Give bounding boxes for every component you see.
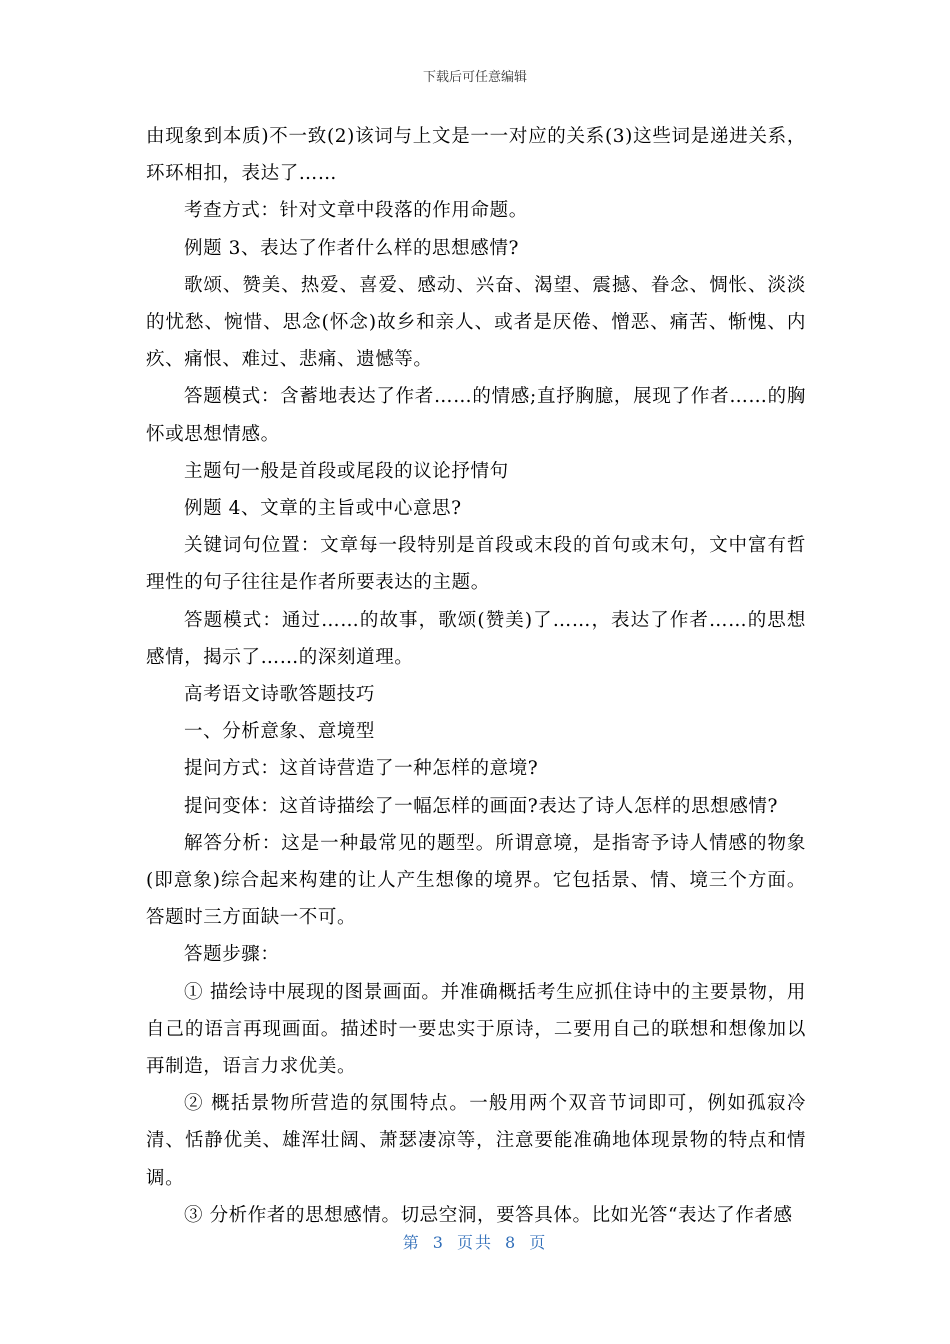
subsection-heading: 一、分析意象、意境型 (184, 721, 376, 743)
footer-prefix: 第 (402, 1233, 421, 1252)
paragraph: 考查方式：针对文章中段落的作用命题。 (184, 200, 528, 222)
paragraph: 关键词句位置：文章每一段特别是首段或末段的首句或末句，文中富有哲理性的句子往往是作者所要表达的主题。 (146, 535, 806, 594)
paragraph: 提问变体：这首诗描绘了一幅怎样的画面?表达了诗人怎样的思想感情? (184, 795, 779, 817)
footer-suffix: 页 (529, 1233, 548, 1252)
paragraph: 由现象到本质)不一致(2)该词与上文是一一对应的关系(3)这些词是递进关系，环环相扣，表达了…… (146, 126, 806, 185)
paragraph: 提问方式：这首诗营造了一种怎样的意境? (184, 758, 539, 780)
paragraph: 答题模式：含蓄地表达了作者……的情感;直抒胸臆，展现了作者……的胸怀或思想情感。 (146, 386, 806, 445)
list-item: ① 描绘诗中展现的图景画面。并准确概括考生应抓住诗中的主要景物，用自己的语言再现画面。描述时一要忠实于原诗，二要用自己的联想和想像加以再制造，语言力求优美。 (146, 981, 806, 1078)
list-item: ③ 分析作者的思想感情。切忌空洞，要答具体。比如光答“表达了作者感 (184, 1204, 793, 1226)
list-item: ② 概括景物所营造的氛围特点。一般用两个双音节词即可，例如孤寂冷清、恬静优美、雄浑壮阔、萧瑟凄凉等，注意要能准确地体现景物的特点和情调。 (146, 1093, 806, 1189)
page-header: 下载后可任意编辑 (422, 70, 527, 85)
paragraph: 例题 4、文章的主旨或中心意思? (184, 498, 462, 520)
paragraph: 答题模式：通过……的故事，歌颂(赞美)了……，表达了作者……的思想感情，揭示了……的深刻道理。 (146, 609, 806, 668)
paragraph: 例题 3、表达了作者什么样的思想感情? (184, 237, 519, 259)
paragraph: 歌颂、赞美、热爱、喜爱、感动、兴奋、渴望、震撼、眷念、惆怅、淡淡的忧愁、惋惜、思念(怀念)故乡和亲人、或者是厌倦、憎恶、痛苦、惭愧、内疚、痛恨、难过、悲痛、遗憾等。 (146, 274, 806, 371)
paragraph: 解答分析：这是一种最常见的题型。所谓意境，是指寄予诗人情感的物象(即意象)综合起来构建的让人产生想像的境界。它包括景、情、境三个方面。答题时三方面缺一不可。 (146, 832, 806, 929)
page-total: 8 (505, 1233, 518, 1252)
footer-middle: 页共 (456, 1233, 493, 1252)
paragraph: 主题句一般是首段或尾段的议论抒情句 (184, 460, 509, 482)
document-body (146, 118, 806, 1234)
page-number: 3 (432, 1233, 445, 1252)
page-footer (0, 1230, 950, 1253)
section-heading: 高考语文诗歌答题技巧 (184, 684, 376, 706)
paragraph: 答题步骤： (184, 944, 280, 966)
